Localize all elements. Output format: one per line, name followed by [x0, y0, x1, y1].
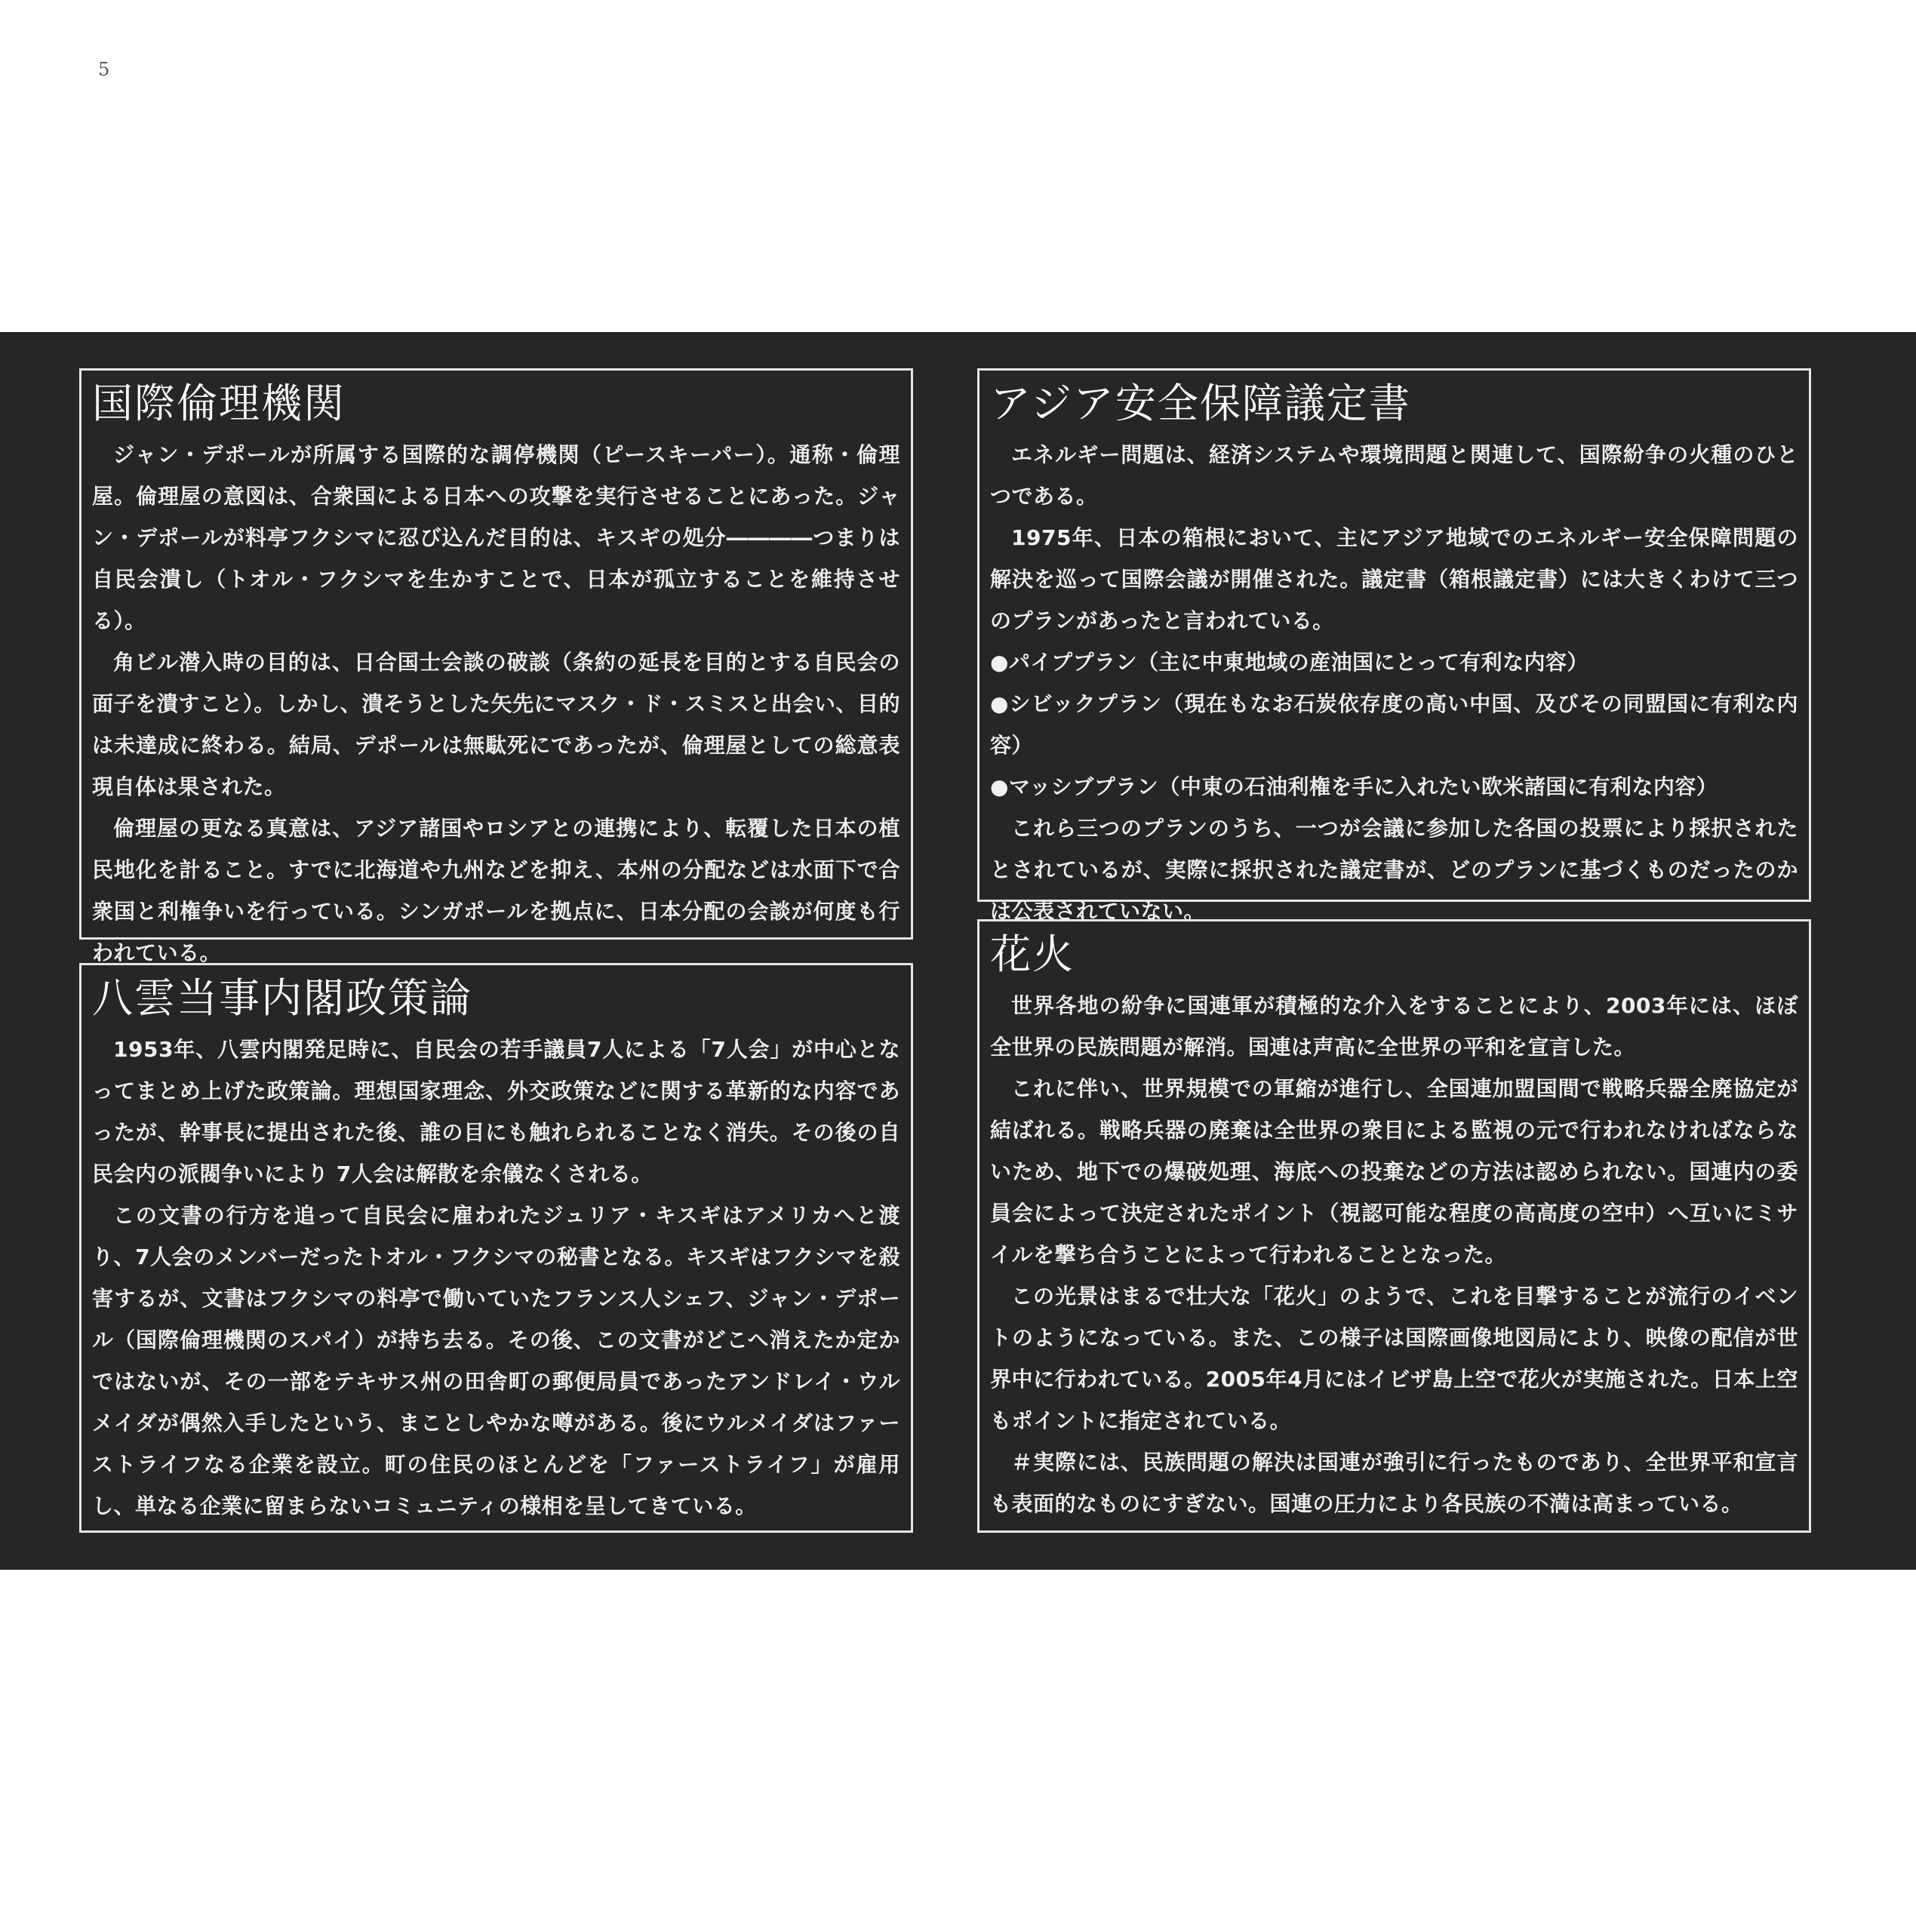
- paragraph: これに伴い、世界規模での軍縮が進行し、全国連加盟国間で戦略兵器全廃協定が結ばれる。戦略兵器の廃棄は全世界の衆目による監視の元で行われなければならないため、地下での爆破処理、海底への投棄などの方法は認められない。国連内の委員会によって決定されたポイント（視認可能な程度の高高度の空中）へ互いにミサイルを撃ち合うことによって行われることとなった。: [990, 1076, 1798, 1267]
- panel-title: 花火: [990, 931, 1075, 978]
- panel-hanabi: [977, 919, 1811, 1533]
- paragraph: 世界各地の紛争に国連軍が積極的な介入をすることにより、2003年には、ほぼ全世界の民族問題が解消。国連は声高に全世界の平和を宣言した。: [990, 993, 1798, 1060]
- paragraph: 1953年、八雲内閣発足時に、自民会の若手議員7人による「7人会」が中心となってまとめ上げた政策論。理想国家理念、外交政策などに関する革新的な内容であったが、幹事長に提出された後、誰の目にも触れられることなく消失。その後の自民会内の派閥争いにより 7人会は解散を余儀なくされる。: [92, 1037, 900, 1186]
- panel-title: 国際倫理機関: [92, 380, 346, 427]
- paragraph: 角ビル潜入時の目的は、日合国士会談の破談（条約の延長を目的とする自民会の面子を潰すこと）。しかし、潰そうとした矢先にマスク・ド・スミスと出会い、目的は未達成に終わる。結局、デポールは無駄死にであったが、倫理屋としての総意表現自体は果された。: [92, 650, 900, 799]
- paragraph: 倫理屋の更なる真意は、アジア諸国やロシアとの連携により、転覆した日本の植民地化を計ること。すでに北海道や九州などを抑え、本州の分配などは水面下で合衆国と利権争いを行っている。シンガポールを拠点に、日本分配の会談が何度も行われている。: [92, 816, 900, 965]
- bullet-item: ●パイププラン（主に中東地域の産油国にとって有利な内容）: [990, 650, 1589, 675]
- panel-yakumo-naikaku: [79, 963, 913, 1533]
- paragraph: この光景はまるで壮大な「花火」のようで、これを目撃することが流行のイベントのようになっている。また、この様子は国際画像地図局により、映像の配信が世界中に行われている。2005年4月にはイビザ島上空で花火が実施された。日本上空もポイントに指定されている。: [990, 1284, 1798, 1433]
- paragraph: 1975年、日本の箱根において、主にアジア地域でのエネルギー安全保障問題の解決を巡って国際会議が開催された。議定書（箱根議定書）には大きくわけて三つのプランがあったと言われている。: [990, 525, 1798, 633]
- paragraph: エネルギー問題は、経済システムや環境問題と関連して、国際紛争の火種のひとつである。: [990, 442, 1798, 509]
- paragraph: ジャン・デポールが所属する国際的な調停機関（ピースキーパー）。通称・倫理屋。倫理屋の意図は、合衆国による日本への攻撃を実行させることにあった。ジャン・デポールが料亭フクシマに忍び込んだ目的は、キスギの処分――――つまりは自民会潰し（トオル・フクシマを生かすことで、日本が孤立することを維持させる）。: [92, 442, 900, 633]
- bullet-item: ●シビックプラン（現在もなお石炭依存度の高い中国、及びその同盟国に有利な内容）: [990, 691, 1798, 758]
- paragraph: この文書の行方を追って自民会に雇われたジュリア・キスギはアメリカへと渡り、7人会のメンバーだったトオル・フクシマの秘書となる。キスギはフクシマを殺害するが、文書はフクシマの料亭で働いていたフランス人シェフ、ジャン・デポール（国際倫理機関のスパイ）が持ち去る。その後、この文書がどこへ消えたか定かではないが、その一部をテキサス州の田舎町の郵便局員であったアンドレイ・ウルメイダが偶然入手したという、まことしやかな噂がある。後にウルメイダはファーストライフなる企業を設立。町の住民のほとんどを「ファーストライフ」が雇用し、単なる企業に留まらないコミュニティの様相を呈してきている。: [92, 1203, 900, 1518]
- panel-kokusai-rinri-kikan: [79, 368, 913, 965]
- page-number: 5: [98, 59, 110, 80]
- paragraph: これら三つのプランのうち、一つが会議に参加した各国の投票により採択されたとされているが、実際に採択された議定書が、どのプランに基づくものだったのかは公表されていない。: [990, 816, 1798, 924]
- bullet-item: ●マッシブプラン（中東の石油利権を手に入れたい欧米諸国に有利な内容）: [990, 774, 1718, 799]
- panel-title: 八雲当事内閣政策論: [92, 974, 472, 1022]
- panel-asia-anzen-hosho: [977, 368, 1811, 924]
- panel-title: アジア安全保障議定書: [990, 380, 1411, 427]
- paragraph: ＃実際には、民族問題の解決は国連が強引に行ったものであり、全世界平和宣言も表面的なものにすぎない。国連の圧力により各民族の不満は高まっている。: [990, 1450, 1798, 1516]
